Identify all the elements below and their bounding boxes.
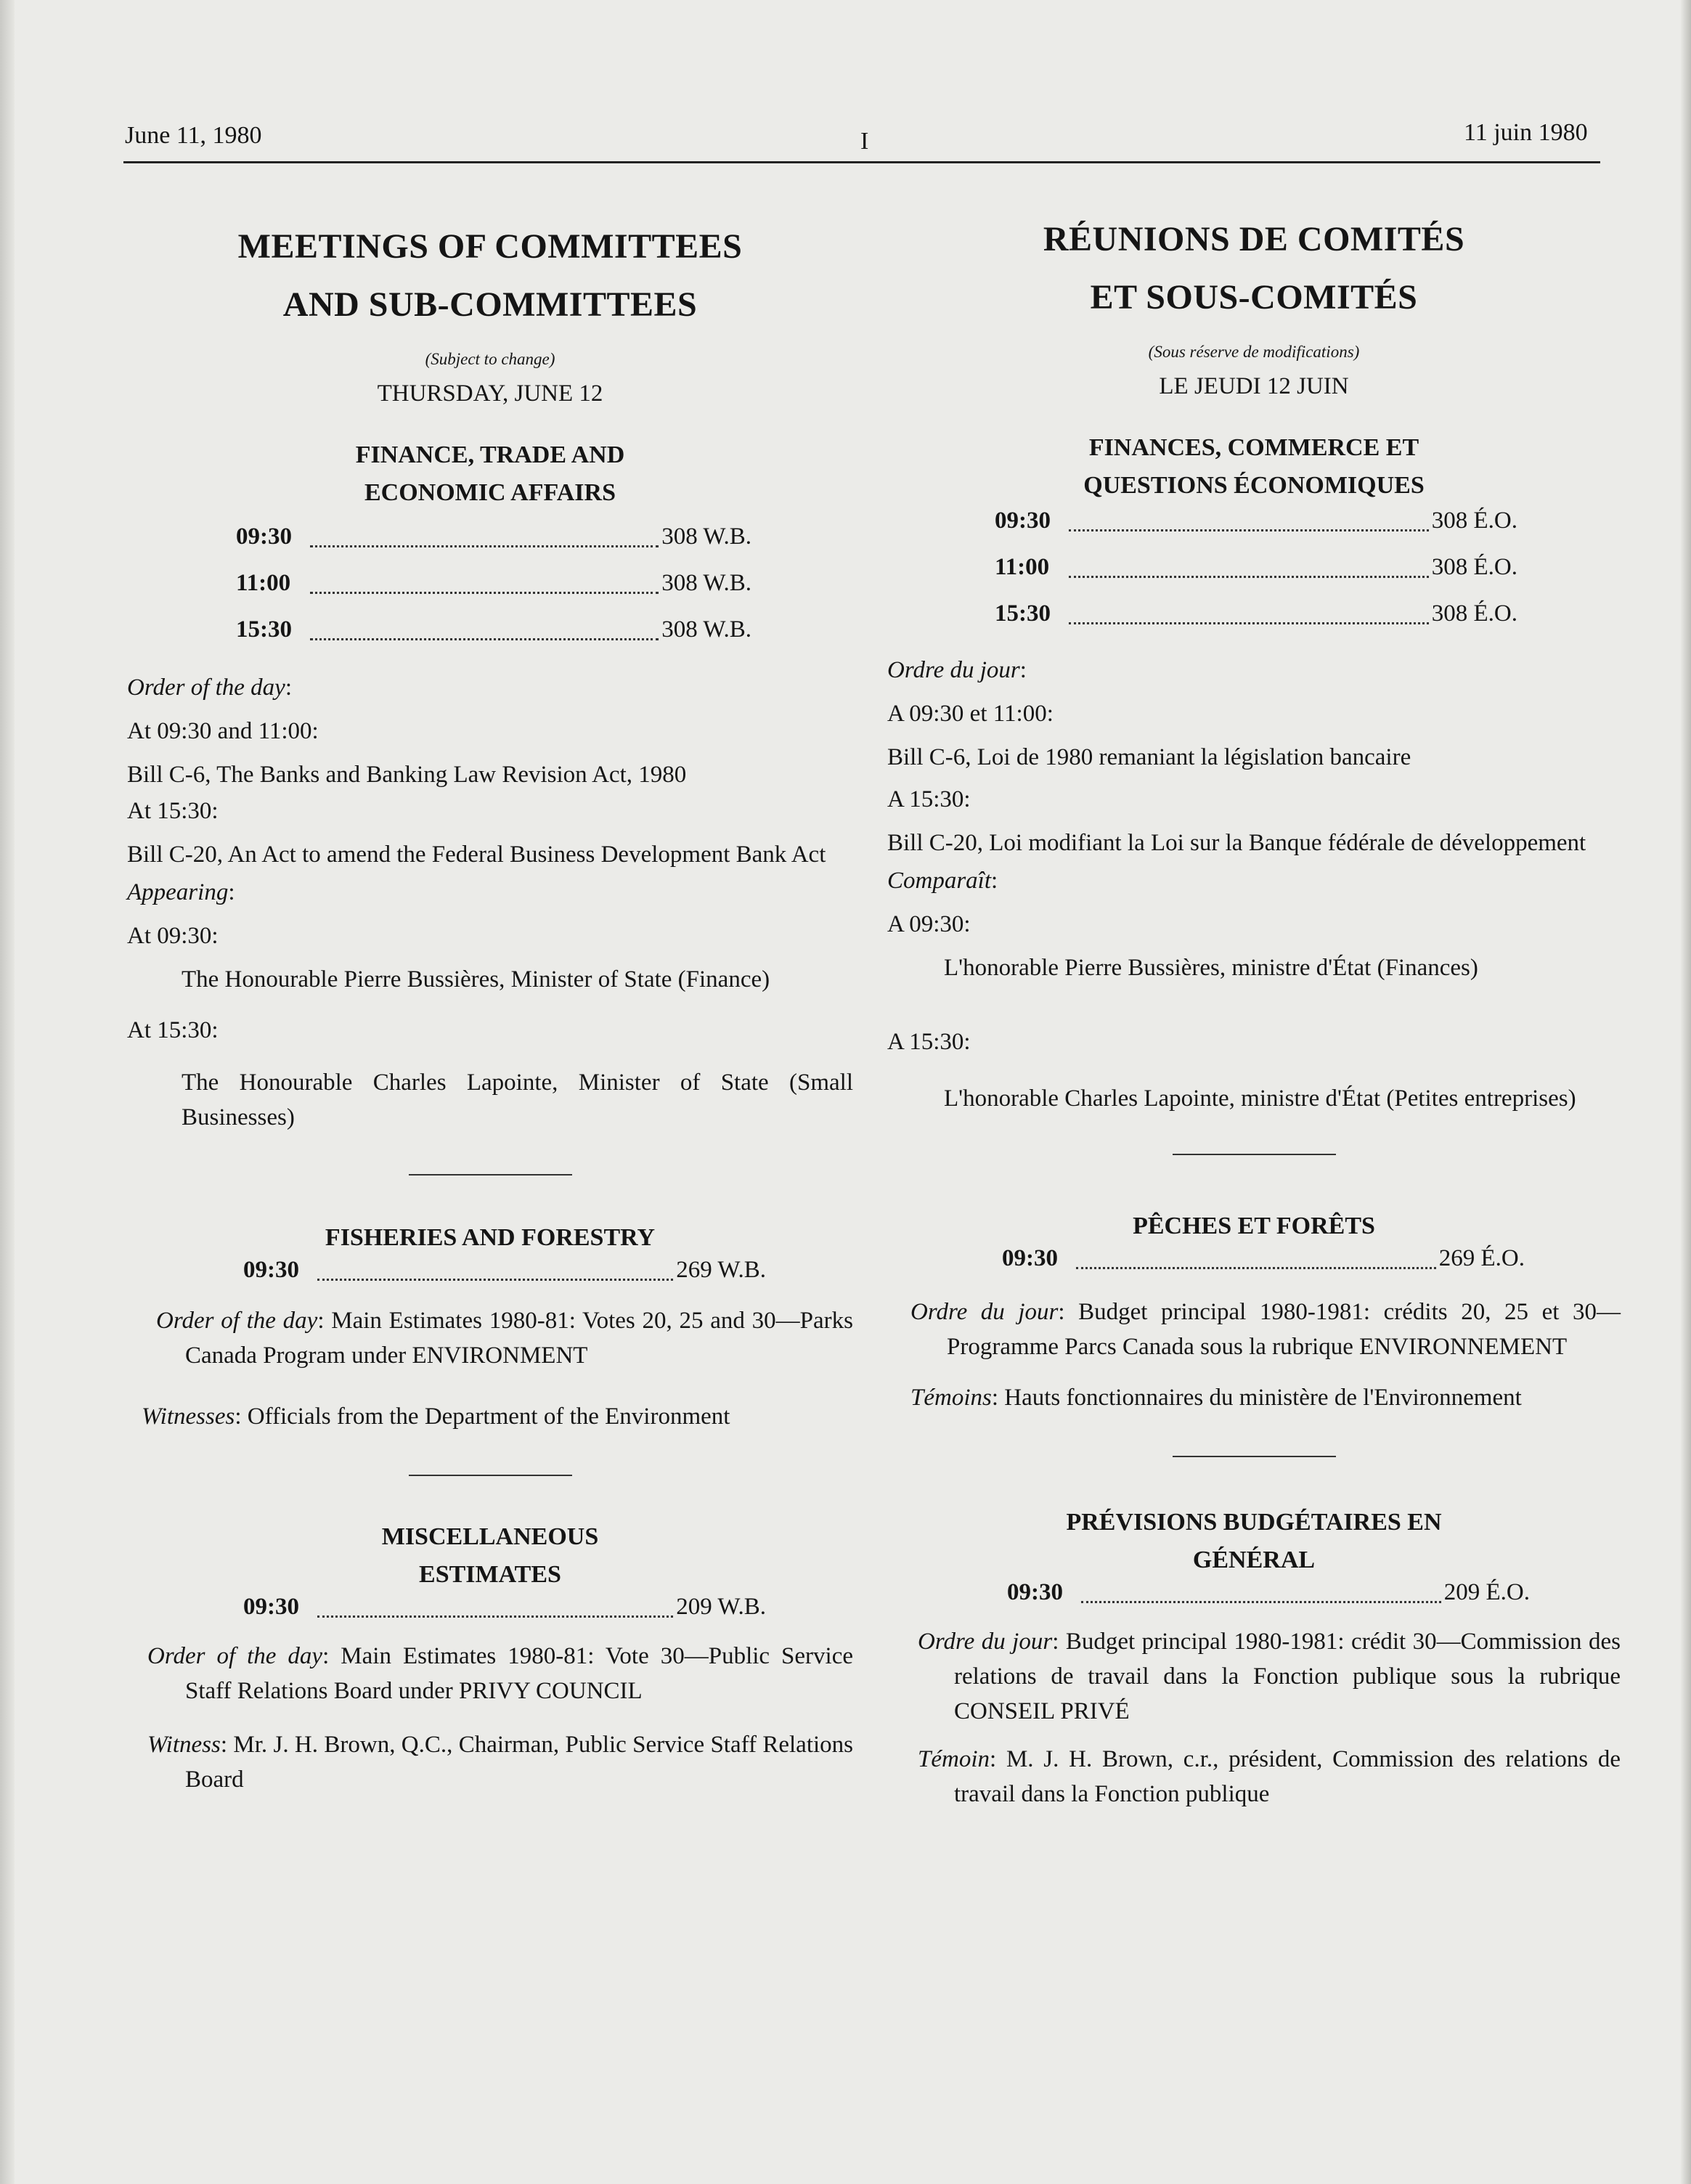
meeting-time: 15:30 [995,600,1051,627]
time-list [887,1579,1530,1621]
time-note: A 09:30: [887,911,971,937]
order-of-day: Ordre du jour: Budget principal 1980-1981: crédit 30—Commission des relations de travail dans la Fonction publique sous la rubrique CONSEIL PRIVÉ [918,1629,1621,1724]
page-number: I [860,128,869,155]
order-text: Main Estimates 1980-81: Votes 20, 25 and 30—Parks Canada Program under ENVIRONMENT [185,1308,853,1369]
person-item: L'honorable Charles Lapointe, ministre d'État (Petites entreprises) [944,1085,1576,1112]
time-list [127,523,751,663]
time-note: At 09:30: [127,923,219,949]
page-title-line1: MEETINGS OF COMMITTEES [237,227,743,266]
witnesses: Witness: Mr. J. H. Brown, Q.C., Chairman, Public Service Staff Relations Board [147,1732,854,1793]
meeting-date: THURSDAY, JUNE 12 [377,380,603,407]
subtitle: (Subject to change) [425,350,555,368]
bill-item: Bill C-6, The Banks and Banking Law Revision Act, 1980 [127,762,687,788]
dot-leader [317,1598,673,1618]
order-label: Ordre du jour [910,1299,1059,1325]
meeting-room: 209 W.B. [676,1594,766,1620]
order-label: Order of the day [127,675,285,701]
section-heading-misc: PRÉVISIONS BUDGÉTAIRES EN [1066,1509,1442,1536]
meeting-time: 09:30 [243,1594,299,1620]
order-of-day: Ordre du jour: [887,657,1027,683]
witness-text: Mr. J. H. Brown, Q.C., Chairman, Public Service Staff Relations Board [185,1732,854,1793]
witnesses: Témoins: Hauts fonctionnaires du ministère de l'Environnement [910,1385,1522,1411]
order-label: Order of the day [156,1308,318,1334]
dot-leader [317,1261,673,1281]
witness-label: Témoin [918,1746,990,1772]
time-row [243,1257,766,1295]
time-note: At 15:30: [127,798,219,824]
order-label: Ordre du jour [918,1629,1053,1655]
time-row [243,1594,766,1636]
time-note: A 15:30: [887,1029,971,1055]
bill-item: Bill C-20, Loi modifiant la Loi sur la Banque fédérale de développement [887,830,1586,856]
time-list [887,1245,1525,1282]
meeting-room: 269 É.O. [1438,1245,1525,1271]
meeting-date: LE JEUDI 12 JUIN [1159,373,1349,399]
order-of-day: Order of the day: Main Estimates 1980-81: Vote 30—Public Service Staff Relations Board under PRIVY COUNCIL [147,1643,854,1704]
witness-label: Witness [147,1732,221,1758]
meeting-time: 15:30 [236,616,292,643]
time-list [127,1594,766,1636]
person-item: The Honourable Charles Lapointe, Minister of State (Small Businesses) [182,1069,853,1130]
person-item: L'honorable Pierre Bussières, ministre d'État (Finances) [944,955,1478,981]
time-row [995,508,1517,554]
dot-leader [310,528,659,547]
section-heading-fisheries: PÊCHES ET FORÊTS [1133,1213,1375,1239]
appearing-label: Appearing [127,879,229,905]
meeting-time: 09:30 [995,508,1051,534]
page-title-line2: ET SOUS-COMITÉS [1090,278,1418,317]
time-row [236,616,751,663]
meeting-time: 09:30 [243,1257,299,1283]
meeting-room: 308 É.O. [1431,554,1517,580]
meeting-room: 308 É.O. [1431,600,1517,627]
dot-leader [1069,605,1429,624]
order-label: Ordre du jour [887,657,1020,683]
dot-leader [1069,512,1429,531]
meeting-room: 308 W.B. [661,523,751,550]
time-note: At 15:30: [127,1017,219,1043]
dot-leader [310,574,659,594]
section-heading-finance-2: ECONOMIC AFFAIRS [364,479,616,506]
meeting-time: 09:30 [236,523,292,550]
order-text: Main Estimates 1980-81: Vote 30—Public Service Staff Relations Board under PRIVY COUNCIL [185,1643,854,1704]
meeting-time: 11:00 [236,570,291,596]
meeting-room: 308 W.B. [661,570,751,596]
witnesses: Witnesses: Officials from the Department of the Environment [142,1403,730,1430]
witness-label: Témoins [910,1385,992,1411]
french-column [887,203,1621,1812]
bill-item: Bill C-6, Loi de 1980 remaniant la législation bancaire [887,744,1411,770]
witnesses: Témoin: M. J. H. Brown, c.r., président, Commission des relations de travail dans la Fonction publique [918,1746,1621,1807]
witness-text: M. J. H. Brown, c.r., président, Commission des relations de travail dans la Fonction publique [954,1746,1621,1807]
appearing: Comparaît: [887,868,998,894]
order-of-day: Ordre du jour: Budget principal 1980-1981: crédits 20, 25 et 30—Programme Parcs Canada sous la rubrique ENVIRONNEMENT [910,1299,1621,1360]
header-date-fr: 11 juin 1980 [1464,119,1588,146]
meeting-room: 209 É.O. [1443,1579,1530,1605]
order-label: Order of the day [147,1643,323,1669]
time-row [1007,1579,1530,1621]
dot-leader [1081,1584,1441,1603]
section-heading-finance: FINANCES, COMMERCE ET [1088,434,1419,461]
time-row [995,554,1517,600]
header-date-en: June 11, 1980 [125,122,262,149]
english-column [127,211,853,1797]
order-of-day: Order of the day: [127,675,292,701]
page-title-line2: AND SUB-COMMITTEES [282,285,698,324]
order-text: Budget principal 1980-1981: crédits 20, 25 et 30—Programme Parcs Canada sous la rubrique ENVIRONNEMENT [947,1299,1621,1360]
bill-item: Bill C-20, An Act to amend the Federal Business Development Bank Act [127,842,826,868]
section-heading-fisheries: FISHERIES AND FORESTRY [325,1224,656,1251]
meeting-room: 308 É.O. [1431,508,1517,534]
dot-leader [1076,1250,1436,1269]
meeting-time: 09:30 [1002,1245,1058,1271]
dot-leader [1069,558,1429,578]
page-shadow [0,0,15,2184]
meeting-room: 308 W.B. [661,616,751,643]
order-of-day: Order of the day: Main Estimates 1980-81: Votes 20, 25 and 30—Parks Canada Program under ENVIRONMENT [156,1308,853,1369]
dot-leader [310,621,659,640]
time-row [995,600,1517,647]
header-rule [123,161,1600,163]
witness-label: Witnesses [142,1403,235,1430]
section-heading-finance-2: QUESTIONS ÉCONOMIQUES [1083,472,1425,499]
appearing-label: Comparaît [887,868,992,894]
witness-text: Officials from the Department of the Environment [247,1403,730,1430]
witness-text: Hauts fonctionnaires du ministère de l'Environnement [1004,1385,1522,1411]
page-edge [1681,0,1691,2184]
section-heading-misc: MISCELLANEOUS [381,1523,599,1550]
section-heading-finance: FINANCE, TRADE AND [355,441,625,468]
time-note: A 15:30: [887,786,971,812]
subtitle: (Sous réserve de modifications) [1148,343,1360,361]
appearing: Appearing: [127,879,235,905]
page-title-line1: RÉUNIONS DE COMITÉS [1043,220,1465,258]
time-note: A 09:30 et 11:00: [887,701,1054,727]
time-row [236,570,751,616]
meeting-room: 269 W.B. [676,1257,766,1283]
time-list [887,508,1517,647]
order-text: Budget principal 1980-1981: crédit 30—Commission des relations de travail dans la Fonction publique sous la rubrique CONSEIL PRIVÉ [954,1629,1621,1724]
time-row [236,523,751,570]
time-list [127,1257,766,1295]
time-note: At 09:30 and 11:00: [127,718,319,744]
section-heading-misc-2: GÉNÉRAL [1192,1547,1316,1573]
person-item: The Honourable Pierre Bussières, Minister of State (Finance) [182,966,770,993]
meeting-time: 11:00 [995,554,1050,580]
section-heading-misc-2: ESTIMATES [419,1561,561,1588]
time-row [1002,1245,1525,1282]
meeting-time: 09:30 [1007,1579,1063,1605]
